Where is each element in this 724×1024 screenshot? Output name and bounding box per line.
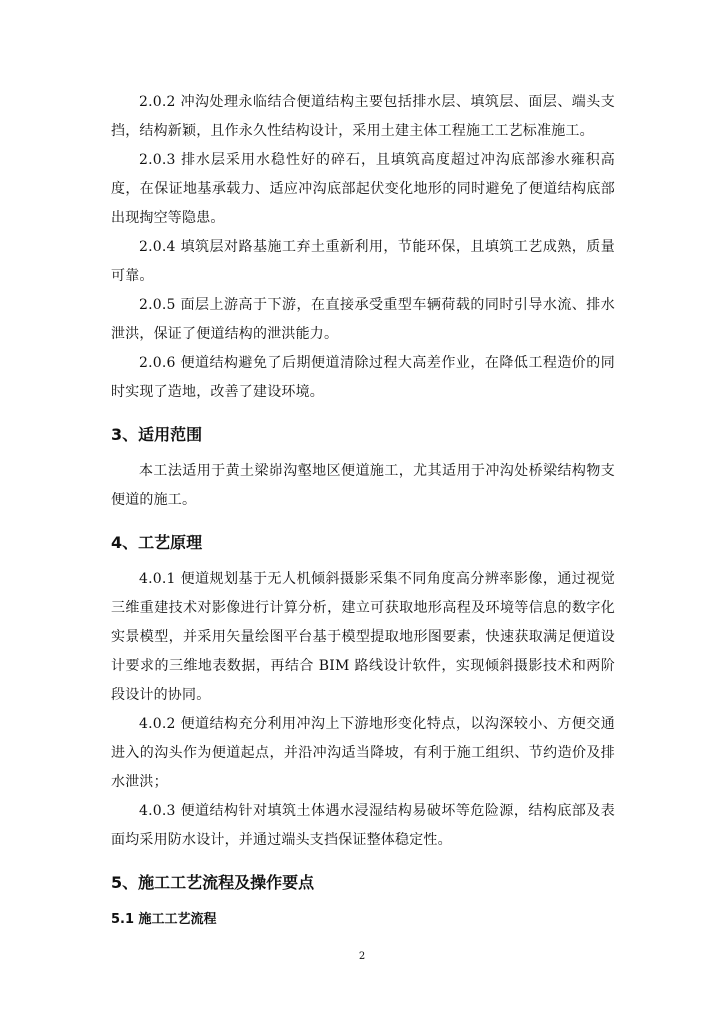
section-4-heading: 4、工艺原理 <box>111 533 203 552</box>
section-3-body: 本工法适用于黄土梁峁沟壑地区便道施工，尤其适用于冲沟处桥梁结构物支便道的施工。 <box>111 463 615 508</box>
paragraph-2-0-5: 2.0.5 面层上游高于下游，在直接承受重型车辆荷载的同时引导水流、排水泄洪，保证了便道结构的泄洪能力。 <box>111 297 615 342</box>
section-3-heading: 3、适用范围 <box>111 425 203 444</box>
paragraph-2-0-3: 2.0.3 排水层采用水稳性好的碎石，且填筑高度超过冲沟底部渗水雍积高度，在保证地基承载力、适应冲沟底部起伏变化地形的同时避免了便道结构底部出现掏空等隐患。 <box>111 152 615 226</box>
page-content <box>111 88 615 931</box>
paragraph-2-0-2: 2.0.2 冲沟处理永临结合便道结构主要包括排水层、填筑层、面层、端头支挡，结构新颖，且作永久性结构设计，采用土建主体工程施工工艺标准施工。 <box>111 94 615 139</box>
page-number: 2 <box>358 951 366 962</box>
section-5-heading: 5、施工工艺流程及操作要点 <box>111 873 315 892</box>
paragraph-4-0-2: 4.0.2 便道结构充分利用冲沟上下游地形变化特点，以沟深较小、方便交通进入的沟头作为便道起点，并沿冲沟适当降坡，有利于施工组织、节约造价及排水泄洪； <box>111 716 615 790</box>
paragraph-4-0-3: 4.0.3 便道结构针对填筑土体遇水浸湿结构易破坏等危险源，结构底部及表面均采用防水设计，并通过端头支挡保证整体稳定性。 <box>111 803 615 848</box>
paragraph-4-0-1: 4.0.1 便道规划基于无人机倾斜摄影采集不同角度高分辨率影像，通过视觉三维重建技术对影像进行计算分析，建立可获取地形高程及环境等信息的数字化实景模型，并采用矢量绘图平台基于模型提取地形图要素，快速获取满足便道设计要求的三维地表数据，再结合 BIM 路线设计软件，实现倾斜摄影技术和两阶段设计的协同。 <box>111 571 615 703</box>
section-5-1-heading: 5.1 施工工艺流程 <box>111 912 217 927</box>
paragraph-2-0-4: 2.0.4 填筑层对路基施工弃土重新利用，节能环保，且填筑工艺成熟，质量可靠。 <box>111 239 615 284</box>
paragraph-2-0-6: 2.0.6 便道结构避免了后期便道清除过程大高差作业，在降低工程造价的同时实现了造地，改善了建设环境。 <box>111 355 615 400</box>
